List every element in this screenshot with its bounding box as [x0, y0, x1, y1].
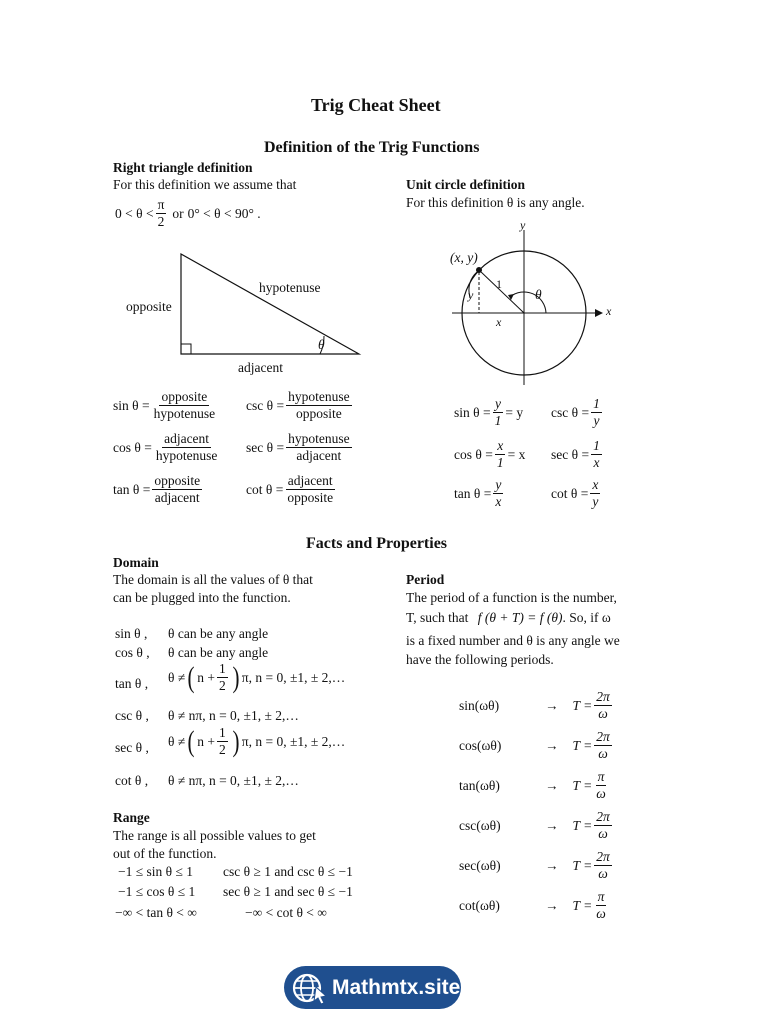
globe-cursor-icon — [290, 970, 330, 1006]
domain-cot-fn: cot θ , — [115, 773, 149, 788]
rt-cot-formula: cot θ = $\frac{\text{adjacent}}{\text{opposite}}$ — [246, 473, 334, 506]
uc-sec-formula: sec θ = $\frac{1}{x}$ — [551, 438, 600, 471]
rt-sin-formula: sin θ = $\frac{\text{opposite}}{\text{hypotenuse}}$ — [113, 389, 216, 422]
hypotenuse-label: hypotenuse — [259, 280, 321, 295]
period-cot: cot(ωθ) → T = $\frac{\pi}{\omega}$ — [459, 889, 606, 922]
domain-cos-fn: cos θ , — [115, 645, 150, 660]
site-logo[interactable] — [284, 966, 461, 1009]
domain-cos-rule: θ can be any angle — [168, 645, 269, 660]
range-text-2: out of the function. — [113, 846, 217, 861]
condition-right: 0° < θ < 90° . — [187, 205, 261, 221]
angle-condition — [115, 198, 261, 229]
period-text-2: T, such that f (θ + T) = f (θ). So, if ω — [406, 610, 611, 625]
period-sin: sin(ωθ) → T = $\frac{2\pi}{\omega}$ — [459, 689, 610, 722]
right-triangle-diagram — [170, 245, 370, 365]
uc-sin-formula: sin θ = $\frac{y}{1}$ = y — [454, 396, 524, 429]
domain-csc-rule: θ ≠ nπ, n = 0, ±1, ± 2,… — [168, 708, 299, 723]
period-cos: cos(ωθ) → T = $\frac{2\pi}{\omega}$ — [459, 729, 610, 762]
domain-tan-fn: tan θ , — [115, 676, 149, 691]
domain-csc-fn: csc θ , — [115, 708, 149, 723]
triangle-theta-label: θ — [318, 337, 325, 352]
rt-csc-formula: csc θ = $\frac{\text{hypotenuse}}{\text{opposite}}$ — [246, 389, 350, 422]
uc-cot-formula: cot θ = $\frac{x}{y}$ — [551, 477, 599, 510]
range-sin: −1 ≤ sin θ ≤ 1 — [118, 864, 194, 879]
unit-circle-heading: Unit circle definition — [406, 177, 525, 192]
radius-one-label: 1 — [496, 277, 502, 291]
definitions-heading: Definition of the Trig Functions — [264, 139, 480, 156]
range-tan: −∞ < tan θ < ∞ — [115, 905, 197, 920]
range-cos: −1 ≤ cos θ ≤ 1 — [118, 884, 196, 899]
rt-tan-formula: tan θ = $\frac{\text{opposite}}{\text{adjacent}}$ — [113, 473, 201, 506]
range-text-1: The range is all possible values to get — [113, 828, 316, 843]
unit-circle-intro: For this definition θ is any angle. — [406, 195, 585, 210]
range-heading: Range — [113, 810, 150, 825]
domain-sin-rule: θ can be any angle — [168, 626, 269, 641]
period-heading: Period — [406, 572, 445, 587]
domain-text-2: can be plugged into the function. — [113, 590, 291, 605]
rt-sec-formula: sec θ = $\frac{\text{hypotenuse}}{\text{adjacent}}$ — [246, 431, 350, 464]
uc-csc-formula: csc θ = $\frac{1}{y}$ — [551, 396, 600, 429]
condition-two: 2 — [157, 214, 165, 230]
uc-tan-formula: tan θ = $\frac{y}{x}$ — [454, 477, 502, 510]
range-sec: sec θ ≥ 1 and sec θ ≤ −1 — [223, 884, 353, 899]
x-segment-label: x — [496, 315, 502, 329]
range-csc: csc θ ≥ 1 and csc θ ≤ −1 — [223, 864, 353, 879]
domain-tan-rule: θ ≠ ( n + $\frac{1}{2}$ ) π, n = 0, ±1, ± 2,… — [168, 660, 346, 694]
range-cot: −∞ < cot θ < ∞ — [245, 905, 327, 920]
period-sec: sec(ωθ) → T = $\frac{2\pi}{\omega}$ — [459, 849, 610, 882]
domain-sec-rule: θ ≠ ( n + $\frac{1}{2}$ ) π, n = 0, ±1, ± 2,… — [168, 724, 346, 758]
domain-sin-fn: sin θ , — [115, 626, 148, 641]
right-triangle-heading: Right triangle definition — [113, 160, 253, 175]
period-tan: tan(ωθ) → T = $\frac{\pi}{\omega}$ — [459, 769, 606, 802]
domain-cot-rule: θ ≠ nπ, n = 0, ±1, ± 2,… — [168, 773, 299, 788]
y-segment-label: y — [468, 288, 474, 302]
page-title: Trig Cheat Sheet — [311, 95, 441, 115]
period-csc: csc(ωθ) → T = $\frac{2\pi}{\omega}$ — [459, 809, 610, 842]
facts-heading: Facts and Properties — [306, 535, 448, 552]
unit-circle-diagram — [440, 220, 620, 390]
point-label: (x, y) — [450, 250, 478, 265]
logo-text: Mathmtx.site — [332, 975, 461, 999]
rt-cos-formula: cos θ = $\frac{\text{adjacent}}{\text{hypotenuse}}$ — [113, 431, 218, 464]
period-text-4: have the following periods. — [406, 652, 554, 667]
condition-pi: π — [156, 198, 167, 214]
condition-or: or — [172, 205, 184, 221]
period-text-1: The period of a function is the number, — [406, 590, 617, 605]
condition-left: 0 < θ < — [115, 205, 154, 221]
circle-theta-label: θ — [535, 287, 542, 302]
opposite-label: opposite — [126, 299, 172, 314]
y-axis-label: y — [520, 218, 526, 232]
period-text-3: is a fixed number and θ is any angle we — [406, 633, 620, 648]
x-axis-label: x — [606, 304, 612, 318]
right-triangle-intro: For this definition we assume that — [113, 177, 297, 192]
adjacent-label: adjacent — [238, 360, 283, 375]
uc-cos-formula: cos θ = $\frac{x}{1}$ = x — [454, 438, 526, 471]
domain-text-1: The domain is all the values of θ that — [113, 572, 313, 587]
domain-heading: Domain — [113, 555, 159, 570]
domain-sec-fn: sec θ , — [115, 740, 149, 755]
